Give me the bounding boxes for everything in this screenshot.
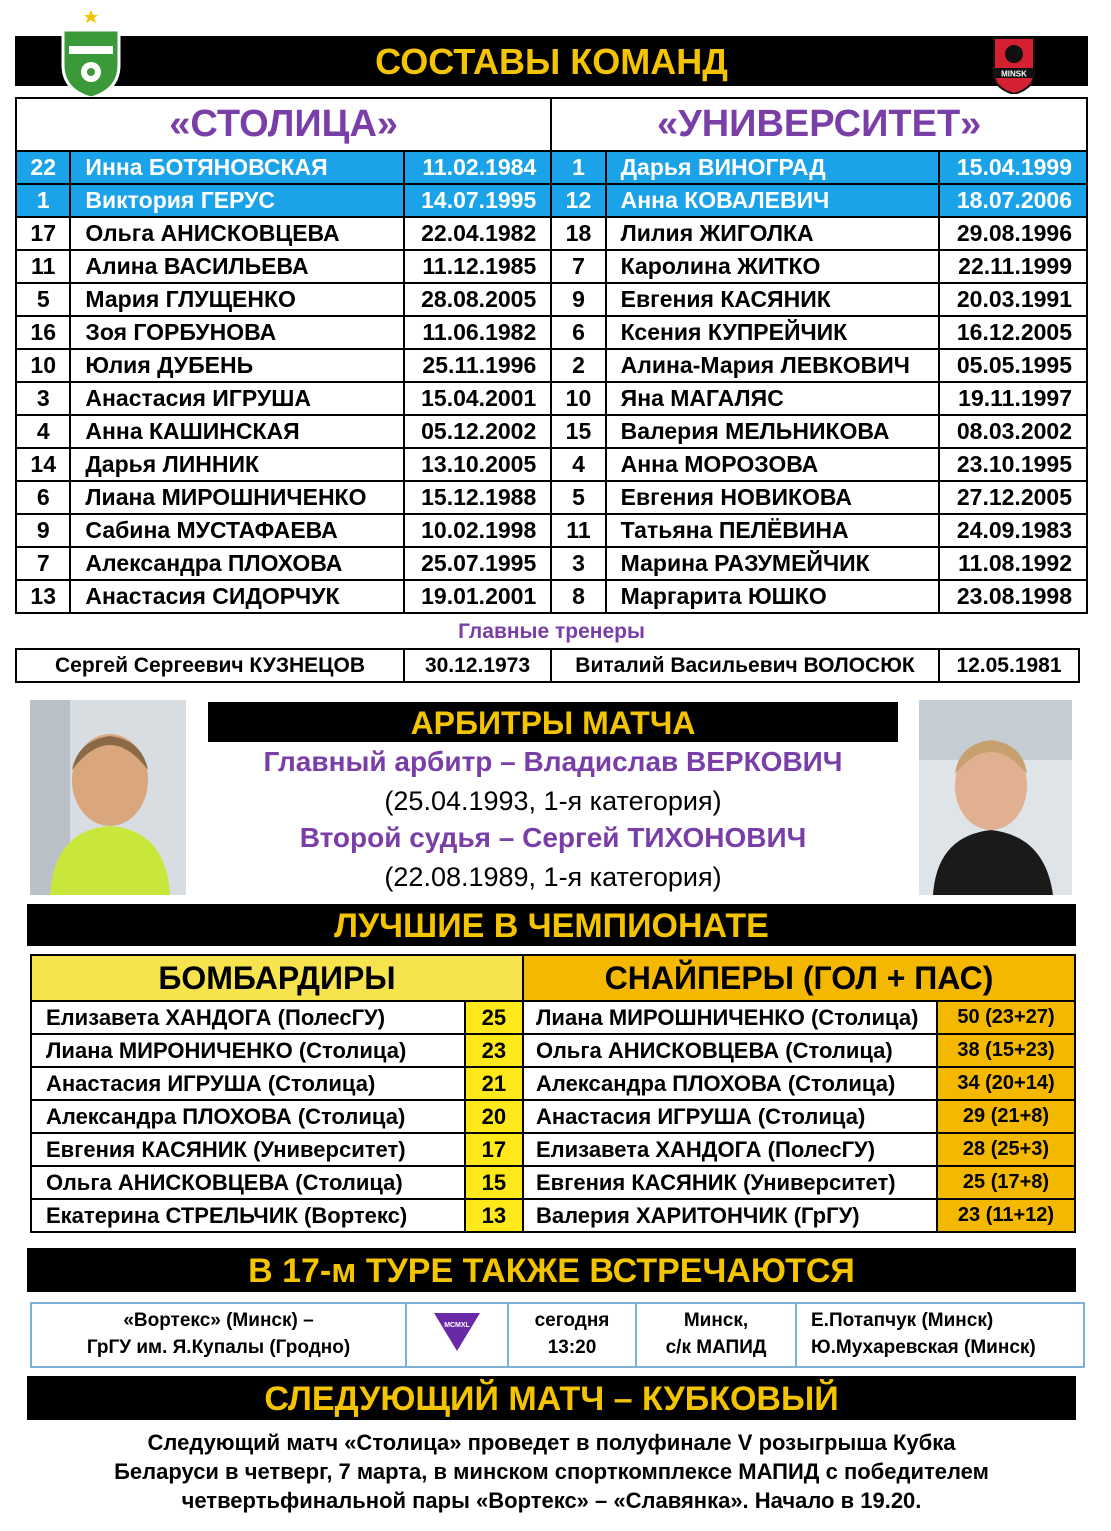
league-logo-icon <box>432 1307 482 1355</box>
away-player-name: Евгения НОВИКОВА <box>606 481 940 514</box>
lineups-title: СОСТАВЫ КОМАНД <box>15 36 1088 86</box>
home-player-name: Юлия ДУБЕНЬ <box>70 349 403 382</box>
referee-portrait-icon <box>919 700 1072 895</box>
referees-title: АРБИТРЫ МАТЧА <box>208 702 898 742</box>
away-player-dob: 15.04.1999 <box>939 151 1087 184</box>
home-player-num: 9 <box>16 514 70 547</box>
roster-row <box>16 184 1087 217</box>
main-referee-photo <box>30 700 186 895</box>
away-player-num: 6 <box>551 316 605 349</box>
away-player-dob: 05.05.1995 <box>939 349 1087 382</box>
svg-text:MINSK: MINSK <box>1001 69 1027 79</box>
match-referees <box>796 1303 1084 1367</box>
sniper-name: Елизавета ХАНДОГА (ПолесГУ) <box>523 1133 937 1166</box>
scorer-name: Ольга АНИСКОВЦЕВА (Столица) <box>31 1166 465 1199</box>
away-player-num: 5 <box>551 481 605 514</box>
second-referee-line: Второй судья – Сергей ТИХОНОВИЧ <box>299 822 807 853</box>
best-row <box>31 1166 1075 1199</box>
roster-row <box>16 349 1087 382</box>
away-player-num: 10 <box>551 382 605 415</box>
away-coach-dob: 12.05.1981 <box>939 649 1079 682</box>
roster-row <box>16 514 1087 547</box>
round-match-row <box>31 1303 1084 1367</box>
roster-row <box>16 151 1087 184</box>
sniper-points: 28 (25+3) <box>937 1133 1075 1166</box>
scorer-name: Евгения КАСЯНИК (Университет) <box>31 1133 465 1166</box>
sniper-points: 34 (20+14) <box>937 1067 1075 1100</box>
roster-row <box>16 283 1087 316</box>
home-player-dob: 11.06.1982 <box>404 316 552 349</box>
away-player-num: 15 <box>551 415 605 448</box>
home-player-num: 5 <box>16 283 70 316</box>
roster-row <box>16 580 1087 613</box>
next-match-line-2: Беларуси в четверг, 7 марта, в минском спорткомплексе МАПИД с победителем <box>114 1459 989 1484</box>
match-teams-line-1: «Вортекс» (Минск) – <box>123 1310 314 1332</box>
league-logo <box>406 1303 508 1367</box>
next-match-text <box>15 1428 1088 1515</box>
home-player-num: 22 <box>16 151 70 184</box>
away-player-dob: 18.07.2006 <box>939 184 1087 217</box>
sniper-name: Александра ПЛОХОВА (Столица) <box>523 1067 937 1100</box>
stolitsa-shield-icon <box>55 10 127 98</box>
away-player-dob: 16.12.2005 <box>939 316 1087 349</box>
home-player-num: 14 <box>16 448 70 481</box>
home-coach-dob: 30.12.1973 <box>404 649 551 682</box>
away-team-name: «УНИВЕРСИТЕТ» <box>551 98 1087 151</box>
home-player-dob: 25.07.1995 <box>404 547 552 580</box>
round-title: В 17-м ТУРЕ ТАКЖЕ ВСТРЕЧАЮТСЯ <box>27 1248 1076 1292</box>
match-city: Минск, <box>683 1310 749 1332</box>
match-referee-1: Е.Потапчук (Минск) <box>811 1310 994 1332</box>
next-match-line-3: четвертьфинальной пары «Вортекс» – «Славянка». Начало в 19.20. <box>181 1488 922 1513</box>
sniper-points: 23 (11+12) <box>937 1199 1075 1232</box>
home-player-num: 4 <box>16 415 70 448</box>
home-player-dob: 15.04.2001 <box>404 382 552 415</box>
away-player-dob: 22.11.1999 <box>939 250 1087 283</box>
home-player-num: 1 <box>16 184 70 217</box>
away-player-name: Валерия МЕЛЬНИКОВА <box>606 415 940 448</box>
match-hour: 13:20 <box>547 1337 597 1358</box>
away-player-num: 18 <box>551 217 605 250</box>
roster-row <box>16 250 1087 283</box>
scorer-goals: 13 <box>465 1199 523 1232</box>
best-table <box>30 954 1076 1233</box>
sniper-points: 25 (17+8) <box>937 1166 1075 1199</box>
home-player-num: 3 <box>16 382 70 415</box>
away-player-name: Маргарита ЮШКО <box>606 580 940 613</box>
home-player-dob: 13.10.2005 <box>404 448 552 481</box>
home-player-num: 10 <box>16 349 70 382</box>
away-player-dob: 23.08.1998 <box>939 580 1087 613</box>
away-player-dob: 19.11.1997 <box>939 382 1087 415</box>
scorer-goals: 21 <box>465 1067 523 1100</box>
home-player-dob: 11.02.1984 <box>404 151 552 184</box>
home-player-num: 7 <box>16 547 70 580</box>
roster-row <box>16 382 1087 415</box>
best-row <box>31 1133 1075 1166</box>
away-player-dob: 23.10.1995 <box>939 448 1087 481</box>
away-player-num: 7 <box>551 250 605 283</box>
away-player-dob: 11.08.1992 <box>939 547 1087 580</box>
away-player-num: 3 <box>551 547 605 580</box>
referee-portrait-icon <box>30 700 186 895</box>
best-row <box>31 1100 1075 1133</box>
snipers-title: СНАЙПЕРЫ (ГОЛ + ПАС) <box>523 955 1075 1001</box>
away-player-num: 12 <box>551 184 605 217</box>
roster-row <box>16 448 1087 481</box>
match-teams-line-2: ГрГУ им. Я.Купалы (Гродно) <box>86 1337 351 1358</box>
home-player-dob: 10.02.1998 <box>404 514 552 547</box>
main-referee-line: Главный арбитр – Владислав ВЕРКОВИЧ <box>263 746 843 777</box>
scorer-goals: 15 <box>465 1166 523 1199</box>
home-player-dob: 22.04.1982 <box>404 217 552 250</box>
roster-row <box>16 217 1087 250</box>
sniper-points: 29 (21+8) <box>937 1100 1075 1133</box>
next-match-title: СЛЕДУЮЩИЙ МАТЧ – КУБКОВЫЙ <box>27 1376 1076 1420</box>
away-team-logo <box>990 34 1038 94</box>
roster-row <box>16 547 1087 580</box>
sniper-name: Евгения КАСЯНИК (Университет) <box>523 1166 937 1199</box>
home-player-dob: 28.08.2005 <box>404 283 552 316</box>
home-player-name: Зоя ГОРБУНОВА <box>70 316 403 349</box>
roster-table <box>15 97 1088 614</box>
roster-row <box>16 316 1087 349</box>
away-player-num: 4 <box>551 448 605 481</box>
home-player-name: Анна КАШИНСКАЯ <box>70 415 403 448</box>
scorer-name: Екатерина СТРЕЛЬЧИК (Вортекс) <box>31 1199 465 1232</box>
best-row <box>31 1034 1075 1067</box>
scorer-name: Анастасия ИГРУША (Столица) <box>31 1067 465 1100</box>
home-player-name: Лиана МИРОШНИЧЕНКО <box>70 481 403 514</box>
away-player-dob: 24.09.1983 <box>939 514 1087 547</box>
home-player-name: Ольга АНИСКОВЦЕВА <box>70 217 403 250</box>
away-player-name: Евгения КАСЯНИК <box>606 283 940 316</box>
match-day: сегодня <box>534 1310 610 1332</box>
home-coach-name: Сергей Сергеевич КУЗНЕЦОВ <box>16 649 404 682</box>
svg-text:МСМХL: МСМХL <box>444 1321 470 1329</box>
home-player-name: Анастасия ИГРУША <box>70 382 403 415</box>
home-player-name: Мария ГЛУЩЕНКО <box>70 283 403 316</box>
sniper-name: Лиана МИРОШНИЧЕНКО (Столица) <box>523 1001 937 1034</box>
sniper-points: 38 (15+23) <box>937 1034 1075 1067</box>
second-referee-photo <box>919 700 1072 895</box>
round-match-table <box>30 1302 1085 1368</box>
away-player-dob: 29.08.1996 <box>939 217 1087 250</box>
minsk-shield-icon <box>990 34 1038 94</box>
coaches-table <box>15 648 1080 683</box>
away-player-dob: 08.03.2002 <box>939 415 1087 448</box>
scorers-title: БОМБАРДИРЫ <box>31 955 523 1001</box>
home-player-name: Сабина МУСТАФАЕВА <box>70 514 403 547</box>
home-player-num: 17 <box>16 217 70 250</box>
coaches-label: Главные тренеры <box>458 620 645 643</box>
match-referee-2: Ю.Мухаревская (Минск) <box>811 1337 1036 1358</box>
scorer-name: Елизавета ХАНДОГА (ПолесГУ) <box>31 1001 465 1034</box>
match-time <box>508 1303 636 1367</box>
away-player-name: Марина РАЗУМЕЙЧИК <box>606 547 940 580</box>
home-player-num: 13 <box>16 580 70 613</box>
away-player-dob: 20.03.1991 <box>939 283 1087 316</box>
away-player-name: Лилия ЖИГОЛКА <box>606 217 940 250</box>
second-referee-detail: (22.08.1989, 1-я категория) <box>384 862 722 892</box>
best-title: ЛУЧШИЕ В ЧЕМПИОНАТЕ <box>27 904 1076 946</box>
main-referee-detail: (25.04.1993, 1-я категория) <box>384 786 722 816</box>
match-arena: с/к МАПИД <box>665 1337 767 1358</box>
away-player-name: Татьяна ПЕЛЁВИНА <box>606 514 940 547</box>
away-player-num: 9 <box>551 283 605 316</box>
home-team-logo-overlay <box>55 10 127 98</box>
sniper-name: Валерия ХАРИТОНЧИК (ГрГУ) <box>523 1199 937 1232</box>
scorer-name: Лиана МИРОНИЧЕНКО (Столица) <box>31 1034 465 1067</box>
home-player-dob: 11.12.1985 <box>404 250 552 283</box>
next-match-line-1: Следующий матч «Столица» проведет в полуфинале V розыгрыша Кубка <box>147 1430 956 1455</box>
home-team-name: «СТОЛИЦА» <box>16 98 551 151</box>
scorer-goals: 20 <box>465 1100 523 1133</box>
scorer-goals: 23 <box>465 1034 523 1067</box>
best-row <box>31 1067 1075 1100</box>
away-player-name: Каролина ЖИТКО <box>606 250 940 283</box>
scorer-goals: 25 <box>465 1001 523 1034</box>
scorer-goals: 17 <box>465 1133 523 1166</box>
away-player-name: Анна МОРОЗОВА <box>606 448 940 481</box>
sniper-name: Анастасия ИГРУША (Столица) <box>523 1100 937 1133</box>
home-player-dob: 25.11.1996 <box>404 349 552 382</box>
home-player-name: Инна БОТЯНОВСКАЯ <box>70 151 403 184</box>
home-player-name: Анастасия СИДОРЧУК <box>70 580 403 613</box>
home-player-num: 6 <box>16 481 70 514</box>
away-player-num: 1 <box>551 151 605 184</box>
away-player-name: Ксения КУПРЕЙЧИК <box>606 316 940 349</box>
home-player-name: Дарья ЛИННИК <box>70 448 403 481</box>
away-player-name: Анна КОВАЛЕВИЧ <box>606 184 940 217</box>
home-player-name: Александра ПЛОХОВА <box>70 547 403 580</box>
home-player-dob: 05.12.2002 <box>404 415 552 448</box>
home-player-name: Алина ВАСИЛЬЕВА <box>70 250 403 283</box>
home-player-num: 16 <box>16 316 70 349</box>
best-row <box>31 1199 1075 1232</box>
home-player-dob: 19.01.2001 <box>404 580 552 613</box>
sniper-points: 50 (23+27) <box>937 1001 1075 1034</box>
best-row <box>31 1001 1075 1034</box>
scorer-name: Александра ПЛОХОВА (Столица) <box>31 1100 465 1133</box>
away-player-dob: 27.12.2005 <box>939 481 1087 514</box>
match-teams <box>31 1303 406 1367</box>
sniper-name: Ольга АНИСКОВЦЕВА (Столица) <box>523 1034 937 1067</box>
away-player-num: 2 <box>551 349 605 382</box>
home-player-dob: 14.07.1995 <box>404 184 552 217</box>
away-player-name: Яна МАГАЛЯС <box>606 382 940 415</box>
home-player-dob: 15.12.1988 <box>404 481 552 514</box>
match-venue <box>636 1303 796 1367</box>
away-player-num: 11 <box>551 514 605 547</box>
roster-row <box>16 481 1087 514</box>
away-player-name: Дарья ВИНОГРАД <box>606 151 940 184</box>
away-player-name: Алина-Мария ЛЕВКОВИЧ <box>606 349 940 382</box>
home-player-num: 11 <box>16 250 70 283</box>
away-player-num: 8 <box>551 580 605 613</box>
home-player-name: Виктория ГЕРУС <box>70 184 403 217</box>
roster-row <box>16 415 1087 448</box>
away-coach-name: Виталий Васильевич ВОЛОСЮК <box>551 649 939 682</box>
